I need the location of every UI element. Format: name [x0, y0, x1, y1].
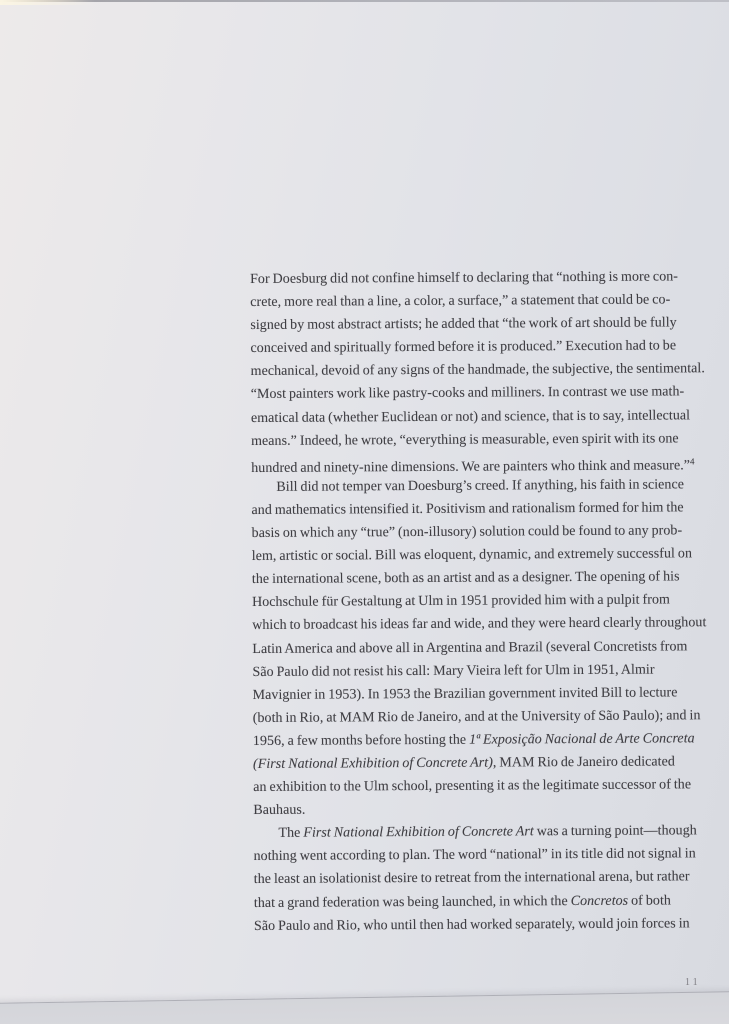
text-line [252, 588, 714, 614]
text-run: ematical data (whether Euclidean or not) and science, that is to say, intellectual [250, 407, 691, 426]
text-line [253, 704, 715, 730]
text-run: an exhibition to the Ulm school, presenting it as the legitimate successor of the [253, 777, 692, 796]
text-run: (First National Exhibition of Concrete Art) [252, 755, 493, 772]
text-line [253, 681, 715, 707]
text-line [254, 866, 716, 892]
text-run: “Most painters work like pastry-cooks and milliners. In contrast we use math- [250, 384, 685, 403]
text-run: the least an isolationist desire to retreat from the international arena, but rather [253, 869, 690, 888]
text-run: of both [628, 892, 671, 909]
text-line [253, 819, 715, 845]
text-run: crete, more real than a line, a color, a surface,” a statement that could be co- [250, 292, 671, 311]
text-run: 4 [689, 456, 695, 467]
page-top-edge [0, 0, 729, 2]
text-line [250, 334, 712, 360]
text-line [253, 727, 715, 753]
text-line [253, 796, 715, 822]
page-number: 11 [685, 977, 701, 988]
text-line [250, 265, 712, 291]
text-line [252, 542, 714, 568]
text-run: signed by most abstract artists; he added that “the work of art should be fully [250, 315, 677, 334]
page-bottom-edge [0, 991, 729, 1024]
text-line [254, 912, 716, 938]
text-run: São Paulo and Rio, who until then had worked separately, would join forces in [253, 915, 690, 934]
text-line [251, 404, 713, 430]
text-line [251, 427, 713, 453]
text-line [254, 889, 716, 915]
text-run: 1956, a few months before hosting the [252, 732, 470, 749]
text-run: Hochschule für Gestaltung at Ulm in 1951 provided him with a pulpit from [251, 592, 670, 611]
text-line [252, 635, 714, 661]
text-line [253, 750, 715, 776]
text-run: mechanical, devoid of any signs of the handmade, the subjective, the sentimental. [250, 361, 705, 380]
text-run: The [278, 825, 304, 842]
text-run: was a turning point—though [533, 823, 697, 840]
text-line [252, 565, 714, 591]
text-run: Mavignier in 1953). In 1953 the Brazilian government invited Bill to lecture [252, 685, 678, 703]
text-line [250, 288, 712, 314]
text-run: that a grand federation was being launched, in which the [253, 893, 571, 911]
text-line [251, 450, 713, 476]
text-run: (both in Rio, at MAM Rio de Janeiro, and at the University of São Paulo); and in [252, 708, 701, 726]
text-run: the international scene, both as an artist and as a designer. The opening of his [251, 569, 680, 588]
text-run: Latin America and above all in Argentina and Brazil (several Concretists from [252, 638, 688, 657]
text-run: First National Exhibition of Concrete Art [303, 824, 534, 841]
text-run: lem, artistic or social. Bill was eloquent, dynamic, and extremely successful on [251, 546, 693, 565]
text-run: , MAM Rio de Janeiro dedicated [492, 754, 675, 771]
text-run: basis on which any “true” (non-illusory) solution could be found to any prob- [251, 523, 683, 542]
page-corner-highlight [0, 0, 95, 5]
text-run: which to broadcast his ideas far and wide, and they were heard clearly throughout [252, 615, 707, 634]
text-run: 1ª Exposição Nacional de Arte Concreta [469, 731, 695, 748]
text-run: Bauhaus. [253, 802, 306, 819]
text-run: means.” Indeed, he wrote, “everything is measurable, even spirit with its one [251, 431, 679, 449]
text-line [252, 658, 714, 684]
text-run: For Doesburg did not confine himself to declaring that “nothing is more con- [250, 269, 679, 287]
text-block [250, 265, 716, 938]
text-line [252, 519, 714, 545]
text-line [250, 311, 712, 337]
text-run: and mathematics intensified it. Positivism and rationalism formed for him the [251, 500, 684, 518]
text-run: Concretos [570, 893, 629, 909]
text-line [253, 773, 715, 799]
text-line [251, 381, 713, 407]
text-line [254, 843, 716, 869]
text-run: São Paulo did not resist his call: Mary Vieira left for Ulm in 1951, Almir [252, 662, 655, 680]
text-run: Bill did not temper van Doesburg’s creed. If anything, his faith in science [276, 477, 685, 495]
text-line [251, 473, 713, 499]
text-line [252, 612, 714, 638]
text-line [251, 496, 713, 522]
text-run: nothing went according to plan. The word “national” in its title did not signal in [253, 846, 696, 865]
text-line [251, 358, 713, 384]
text-run: conceived and spiritually formed before it is produced.” Execution had to be [250, 338, 677, 357]
text-run: hundred and ninety-nine dimensions. We are painters who think and measure.” [251, 458, 691, 476]
